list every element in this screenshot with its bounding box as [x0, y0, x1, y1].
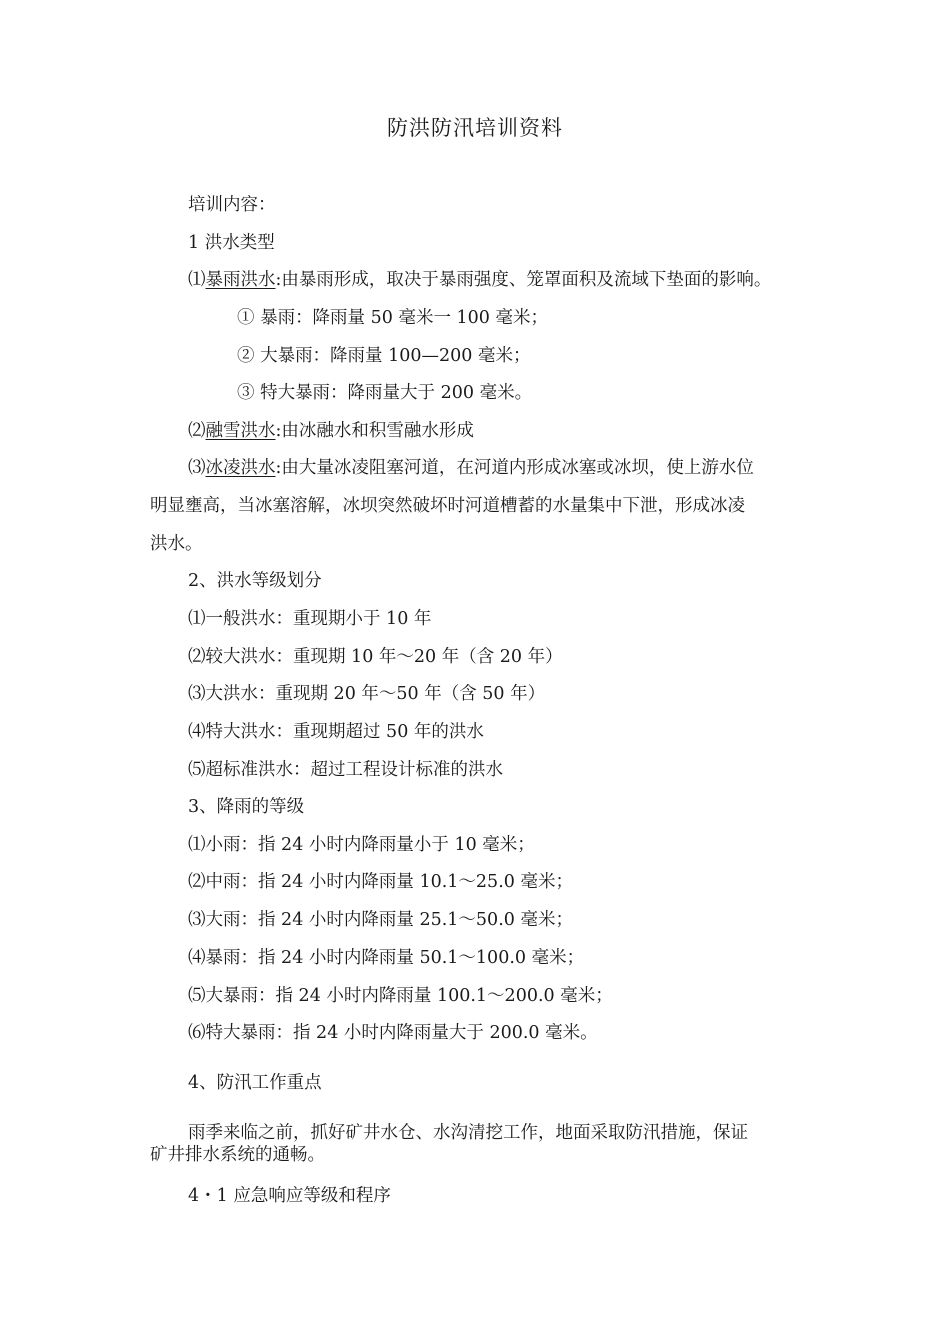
- section-3-heading: 3、降雨的等级: [188, 797, 305, 817]
- list-item: ⑷暴雨：指 24 小时内降雨量 50.1〜100.0 毫米；: [188, 948, 585, 968]
- item-number: ⑴: [188, 270, 206, 290]
- list-item: ⑸超标准洪水：超过工程设计标准的洪水: [188, 760, 503, 780]
- subsection-heading: 4・1 应急响应等级和程序: [188, 1186, 391, 1206]
- list-item: ⑵较大洪水：重现期 10 年〜20 年（含 20 年）: [188, 647, 563, 667]
- list-item: ⑹特大暴雨：指 24 小时内降雨量大于 200.0 毫米。: [188, 1023, 598, 1043]
- term-rainstorm-flood: 暴雨洪水: [205, 270, 276, 290]
- section-4-heading: 4、防汛工作重点: [188, 1073, 322, 1093]
- section-2-heading: 2、洪水等级划分: [188, 571, 322, 591]
- section-1-heading: 1 洪水类型: [188, 233, 275, 253]
- list-item: ⑵中雨：指 24 小时内降雨量 10.1〜25.0 毫米；: [188, 872, 573, 892]
- list-item: ⑶大洪水：重现期 20 年〜50 年（含 50 年）: [188, 684, 546, 704]
- paragraph-continuation: 洪水。: [150, 534, 203, 554]
- list-item: ⑶大雨：指 24 小时内降雨量 25.1〜50.0 毫米；: [188, 910, 573, 930]
- flood-type-snowmelt: [188, 419, 474, 443]
- flood-type-rainstorm: [188, 268, 771, 292]
- term-ice-flood: 冰凌洪水: [205, 458, 276, 478]
- term-snowmelt-flood: 融雪洪水: [205, 421, 276, 441]
- list-item: ⑷特大洪水：重现期超过 50 年的洪水: [188, 722, 484, 742]
- term-description: :由冰融水和积雪融水形成: [275, 421, 474, 441]
- paragraph-continuation: 矿井排水系统的通畅。: [150, 1145, 325, 1165]
- list-item: ③ 特大暴雨：降雨量大于 200 毫米。: [237, 383, 533, 403]
- list-item: ① 暴雨：降雨量 50 毫米一 100 毫米；: [237, 308, 548, 328]
- training-content-label: 培训内容：: [188, 195, 276, 215]
- list-item: ⑴一般洪水：重现期小于 10 年: [188, 609, 432, 629]
- paragraph: 雨季来临之前，抓好矿井水仓、水沟清挖工作，地面采取防汛措施，保证: [188, 1123, 748, 1143]
- item-number: ⑶: [188, 458, 206, 478]
- list-item: ⑴小雨：指 24 小时内降雨量小于 10 毫米；: [188, 835, 535, 855]
- list-item: ⑸大暴雨：指 24 小时内降雨量 100.1〜200.0 毫米；: [188, 986, 613, 1006]
- term-description: :由暴雨形成，取决于暴雨强度、笼罩面积及流域下垫面的影响。: [275, 270, 772, 290]
- flood-type-ice: [188, 456, 754, 480]
- item-number: ⑵: [188, 421, 206, 441]
- term-description: :由大量冰凌阻塞河道，在河道内形成冰塞或冰坝，使上游水位: [275, 458, 754, 478]
- list-item: ② 大暴雨：降雨量 100—200 毫米；: [237, 346, 531, 366]
- page-title: 防洪防汛培训资料: [387, 116, 563, 140]
- paragraph-continuation: 明显壅高，当冰塞溶解，冰坝突然破坏时河道槽蓄的水量集中下泄，形成冰凌: [150, 496, 745, 516]
